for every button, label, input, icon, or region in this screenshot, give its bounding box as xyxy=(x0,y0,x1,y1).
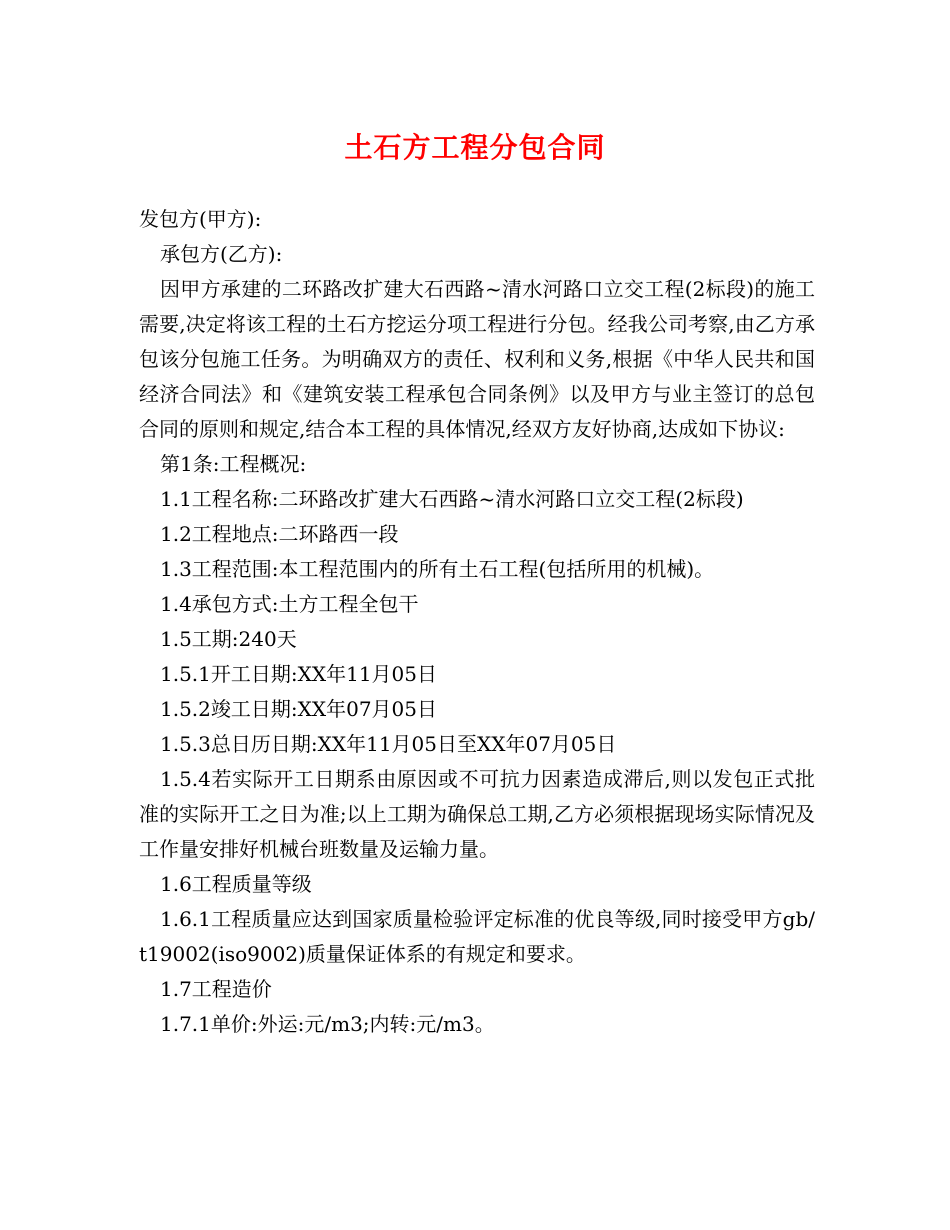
clause-1-7-1: 1.7.1单价:外运:元/m3;内转:元/m3。 xyxy=(160,1012,495,1036)
party-b-line: 承包方(乙方): xyxy=(160,242,283,266)
document-title: 土石方工程分包合同 xyxy=(344,131,606,164)
clause-1-3: 1.3工程范围:本工程范围内的所有土石工程(包括所用的机械)。 xyxy=(160,557,715,581)
clause-1-6: 1.6工程质量等级 xyxy=(160,872,312,896)
preamble-paragraph: 因甲方承建的二环路改扩建大石西路~清水河路口立交工程(2标段)的施工需要,决定将该工程的土石方挖运分项工程进行分包。经我公司考察,由乙方承包该分包施工任务。为明确双方的责任、权利和义务,根据《中华人民共和国经济合同法》和《建筑安装工程承包合同条例》以及甲方与业主签订的总包合同的原则和规定,结合本工程的具体情况,经双方友好协商,达成如下协议: xyxy=(139,277,815,441)
clause-1-7: 1.7工程造价 xyxy=(160,977,272,1001)
clause-1-5-2: 1.5.2竣工日期:XX年07月05日 xyxy=(160,697,438,721)
clause-1-1: 1.1工程名称:二环路改扩建大石西路~清水河路口立交工程(2标段) xyxy=(160,487,744,511)
clause-1-5: 1.5工期:240天 xyxy=(160,627,297,651)
clause-1-5-3: 1.5.3总日历日期:XX年11月05日至XX年07月05日 xyxy=(160,732,617,756)
clause-1-6-1: 1.6.1工程质量应达到国家质量检验评定标准的优良等级,同时接受甲方gb/t19002(iso9002)质量保证体系的有规定和要求。 xyxy=(139,907,815,966)
clause-1-4: 1.4承包方式:土方工程全包干 xyxy=(160,592,419,616)
document-body xyxy=(139,202,815,1042)
article-1-heading: 第1条:工程概况: xyxy=(160,452,307,476)
party-a-line: 发包方(甲方): xyxy=(139,207,262,231)
clause-1-5-4: 1.5.4若实际开工日期系由原因或不可抗力因素造成滞后,则以发包正式批准的实际开工之日为准;以上工期为确保总工期,乙方必须根据现场实际情况及工作量安排好机械台班数量及运输力量。 xyxy=(139,767,815,861)
clause-1-5-1: 1.5.1开工日期:XX年11月05日 xyxy=(160,662,438,686)
clause-1-2: 1.2工程地点:二环路西一段 xyxy=(160,522,399,546)
